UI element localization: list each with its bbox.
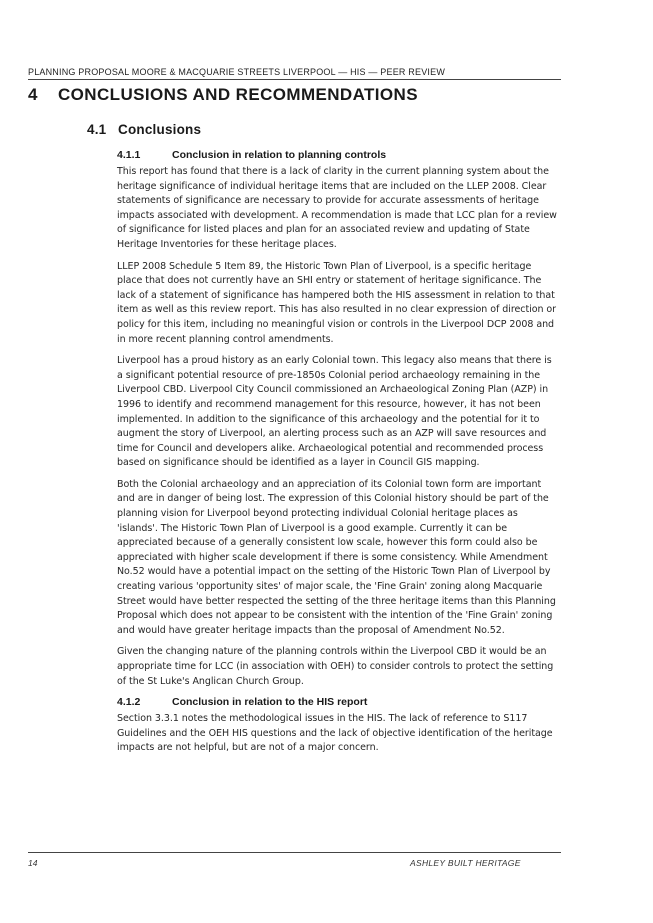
subsection-title: Conclusion in relation to planning controls: [172, 149, 387, 161]
subsection-heading-planning-controls: [117, 149, 559, 161]
footer-brand: ASHLEY BUILT HERITAGE: [410, 858, 521, 868]
subsection-number: 4.1.2: [117, 696, 141, 709]
subsection-heading-his-report: [117, 696, 559, 708]
body-content: [117, 149, 559, 763]
paragraph: Both the Colonial archaeology and an appreciation of its Colonial town form are important and are in danger of being lost. The expression of this Colonial history should be part of the planning vision for Liverpool beyond protecting individual Colonial heritage places as 'islands'. The Historic Town Plan of Liverpool is a good example. Currently it can be appreciated because of a generally consistent low scale, however this form could also be appreciated with higher scale development if there is some consistency. While Amendment No.52 would have a potential impact on the setting of the Historic Town Plan of Liverpool by creating various 'opportunity sites' of major scale, the 'Fine Grain' zoning along Macquarie Street would have better respected the setting of the three heritage items than this Planning Proposal which does not appear to be consistent with the intention of the 'Fine Grain' zoning and would have greater heritage impacts than the proposal of Amendment No.52.: [117, 478, 556, 636]
paragraph: Section 3.3.1 notes the methodological issues in the HIS. The lack of reference to S117 Guidelines and the OEH HIS questions and the lack of objective identification of the heritage impacts are not helpful, but are not of a major concern.: [117, 713, 553, 754]
chapter-heading: [28, 85, 418, 105]
paragraph: LLEP 2008 Schedule 5 Item 89, the Historic Town Plan of Liverpool, is a specific heritage place that does not currently have an SHI entry or statement of heritage significance. The lack of a statement of significance has hampered both the HIS assessment in relation to that item as well as this review report. This has also resulted in no clear expression of direction or policy for this item, including no meaningful vision or controls in the Liverpool DCP 2008 and in more recent planning control amendments.: [117, 260, 557, 345]
paragraph: Given the changing nature of the planning controls within the Liverpool CBD it would be an appropriate time for LCC (in association with OEH) to consider controls to protect the setting of the St Luke's Anglican Church Group.: [117, 646, 554, 687]
section-heading: [87, 122, 201, 137]
paragraph: This report has found that there is a lack of clarity in the current planning system about the heritage significance of individual heritage items that are included on the LLEP 2008. Clear statements of significance are necessary to provide for accurate assessments of heritage impacts associated with development. A recommendation is made that LCC plan for a review of significance for listed places and plan for an associated review and updating of State Heritage Inventories for these heritage places.: [117, 166, 557, 250]
running-header: PLANNING PROPOSAL MOORE & MACQUARIE STREETS LIVERPOOL — HIS — PEER REVIEW: [28, 67, 446, 77]
section-number: 4.1: [87, 122, 107, 137]
page-number: 14: [28, 858, 38, 868]
section-title: Conclusions: [118, 122, 202, 137]
subsection-title: Conclusion in relation to the HIS report: [172, 696, 368, 709]
chapter-title: CONCLUSIONS AND RECOMMENDATIONS: [58, 85, 418, 104]
subsection-number: 4.1.1: [117, 149, 141, 161]
footer-rule: [28, 852, 561, 853]
paragraph: Liverpool has a proud history as an early Colonial town. This legacy also means that there is a significant potential resource of pre-1850s Colonial period archaeology remaining in the Liverpool CBD. Liverpool City Council commissioned an Archaeological Zoning Plan (AZP) in 1996 to identify and recommend management for this resource, however, it has not been implemented. In addition to the significance of this archaeology and the potential for it to augment the story of Liverpool, an alerting process such as an AZP will save resources and time for Council and developers alike. Archaeological potential and recommended process based on significance should be identified as a layer in Council GIS mapping.: [117, 355, 552, 469]
chapter-number: 4: [28, 85, 38, 104]
header-rule: [28, 79, 561, 80]
